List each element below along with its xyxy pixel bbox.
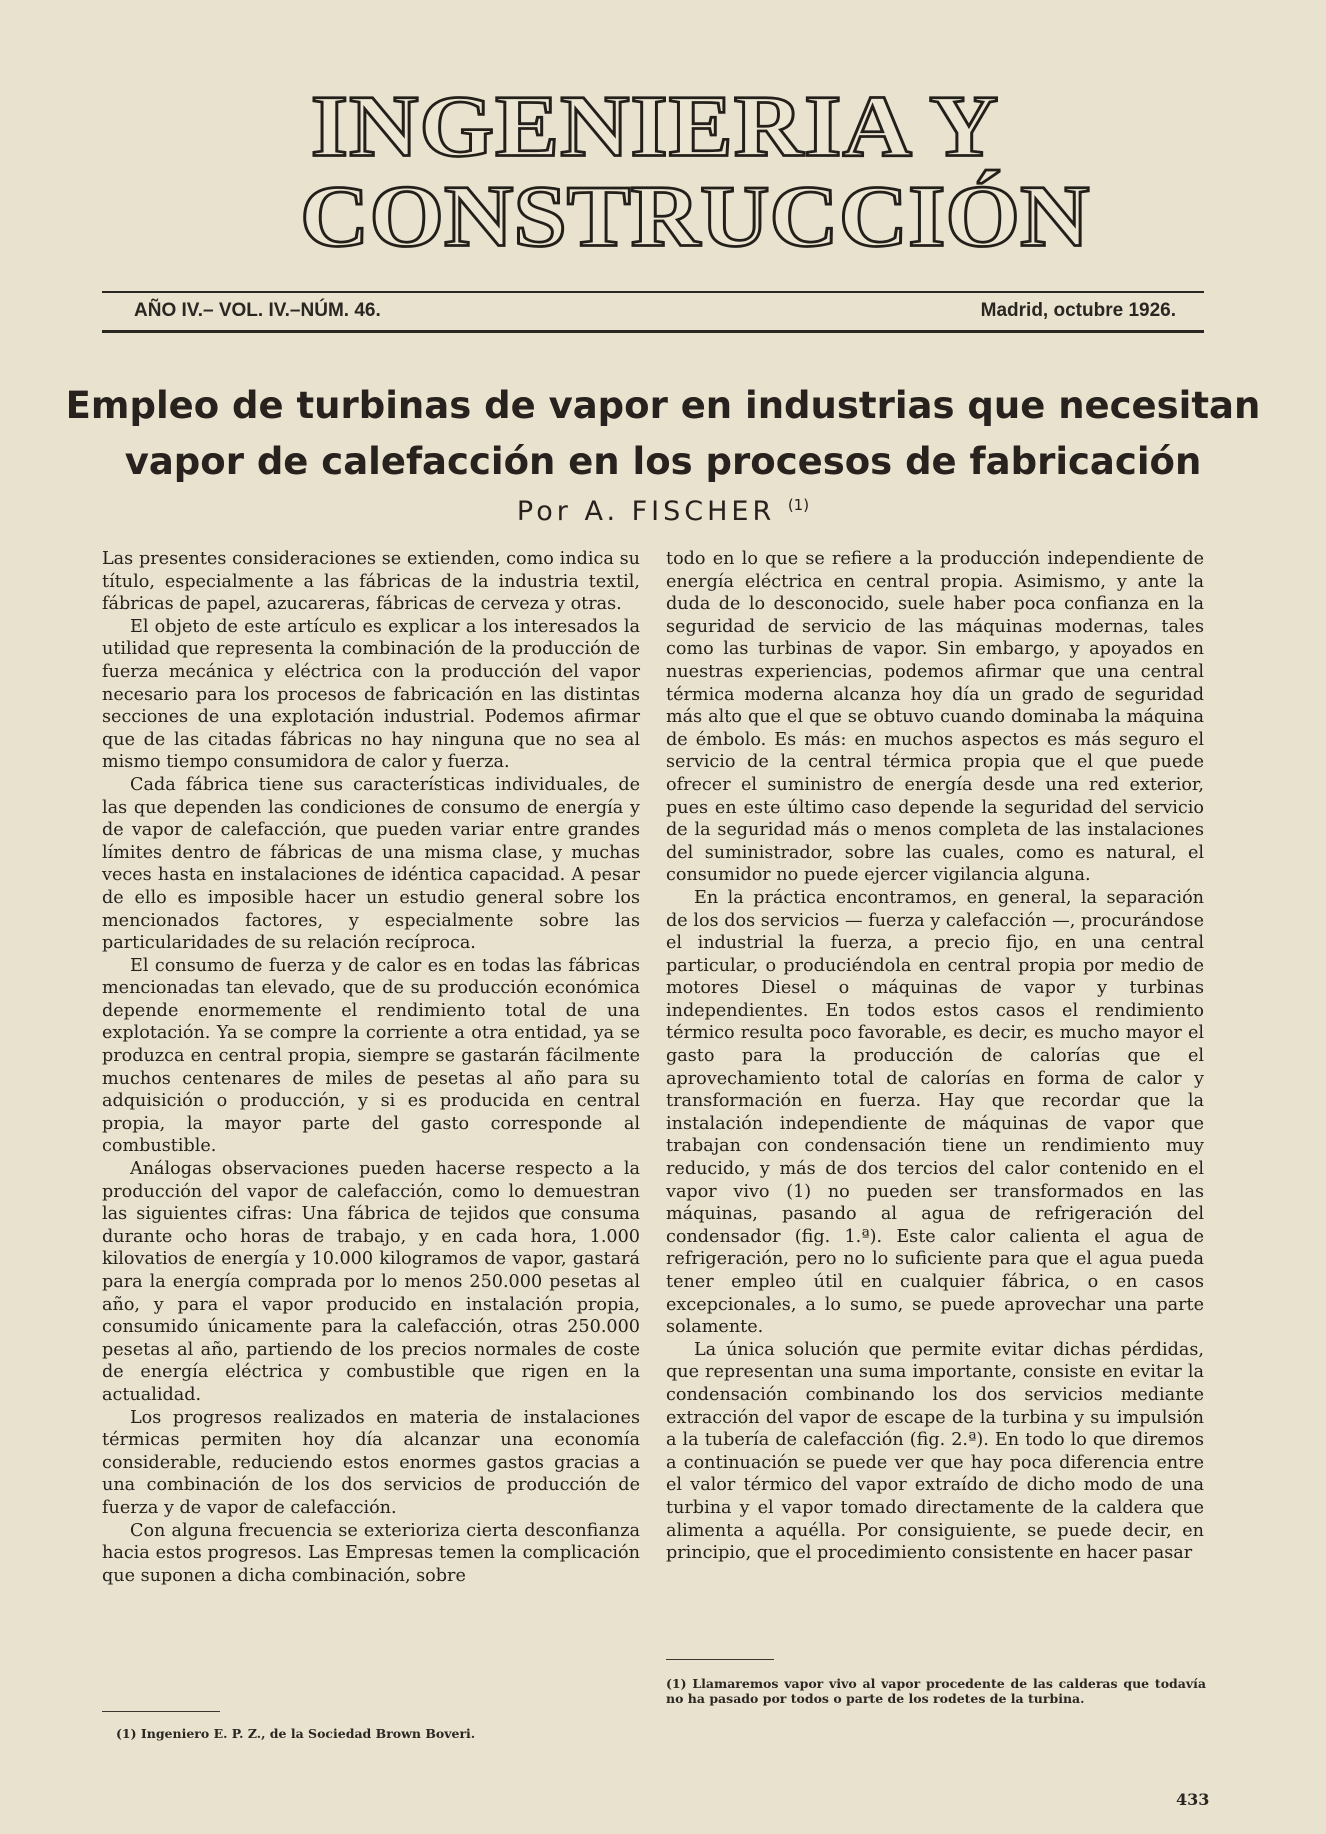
paragraph: Las presentes consideraciones se extienden, como indica su título, especialmente a las fábricas de la industria textil, fábricas de papel, azucareras, fábricas de cerveza y otras.	[102, 549, 640, 615]
issue-volume-info: AÑO IV.– VOL. IV.–NÚM. 46.	[134, 300, 381, 321]
article-byline	[0, 496, 1326, 527]
byline-footnote-mark: (1)	[787, 496, 810, 514]
masthead-logo	[300, 76, 1090, 265]
footnote-rule-left	[102, 1711, 220, 1712]
right-column	[666, 548, 1204, 1565]
footnote-vapor-vivo: (1) Llamaremos vapor vivo al vapor procedente de las calderas que todavía no ha pasado por todos o parte de los rodetes de la turbina.	[666, 1676, 1206, 1706]
paragraph: Los progresos realizados en materia de instalaciones térmicas permiten hoy día alcanzar una economía considerable, reduciendo estos enormes gastos gracias a una combinación de los dos servicios de producción de fuerza y de vapor de calefacción.	[102, 1407, 640, 1518]
header-rule-bottom	[102, 330, 1204, 333]
header-rule-top	[102, 291, 1204, 293]
paragraph: El consumo de fuerza y de calor es en todas las fábricas mencionadas tan elevado, que de su producción económica depende enormemente el rendimiento total de una explotación. Ya se compre la corriente a otra entidad, ya se produzca en central propia, siempre se gastarán fácilmente muchos centenares de miles de pesetas al año para su adquisición o producción, y si es producida en central propia, la mayor parte del gasto corresponde al combustible.	[102, 955, 640, 1157]
paragraph: En la práctica encontramos, en general, la separación de los dos servicios — fuerza y calefacción —, procurándose el industrial la fuerza, a precio fijo, en una central particular, o produciéndola en central propia por medio de motores Diesel o máquinas de vapor y turbinas independientes. En todos estos casos el rendimiento térmico resulta poco favorable, es decir, es mucho mayor el gasto para la producción de calorías que el aprovechamiento total de calorías en forma de calor y transformación en fuerza. Hay que recordar que la instalación independiente de máquinas de vapor que trabajan con condensación tiene un rendimiento muy reducido, y más de dos tercios del calor contenido en el vapor vivo (1) no pueden ser transformados en las máquinas, pasando al agua de refrigeración del condensador (fig. 1.ª). Este calor calienta el agua de refrigeración, pero no lo suficiente para que el agua pueda tener empleo útil en cualquier fábrica, o en casos excepcionales, a lo sumo, se puede aprovechar una parte solamente.	[666, 887, 1204, 1338]
footnote-author: (1) Ingeniero E. P. Z., de la Sociedad Brown Boveri.	[116, 1726, 476, 1741]
footnote-rule-right	[666, 1659, 774, 1660]
paragraph: Análogas observaciones pueden hacerse respecto a la producción del vapor de calefacción, como lo demuestran las siguientes cifras: Una fábrica de tejidos que consuma durante ocho horas de trabajo, y en cada hora, 1.000 kilovatios de energía y 10.000 kilogramos de vapor, gastará para la energía comprada por lo menos 250.000 pesetas al año, y para el vapor producido en instalación propia, consumido únicamente para la calefacción, otras 250.000 pesetas al año, partiendo de los precios normales de coste de energía eléctrica y combustible que rigen en la actualidad.	[102, 1159, 640, 1405]
paragraph: Con alguna frecuencia se exterioriza cierta desconfianza hacia estos progresos. Las Empresas temen la complicación que suponen a dicha combinación, sobre	[102, 1520, 640, 1586]
page-number: 433	[1176, 1790, 1210, 1809]
paragraph: todo en lo que se refiere a la producción independiente de energía eléctrica en central propia. Asimismo, y ante la duda de lo desconocido, suele haber poca confianza en la seguridad de servicio de las máquinas modernas, tales como las turbinas de vapor. Sin embargo, y apoyados en nuestras experiencias, podemos afirmar que una central térmica moderna alcanza hoy día un grado de seguridad más alto que el que se obtuvo cuando dominaba la máquina de émbolo. Es más: en muchos aspectos es más seguro el servicio de la central térmica propia que el que puede ofrecer el suministro de energía desde una red exterior, pues en este último caso depende la seguridad del servicio de la seguridad más o menos completa de las instalaciones del suministrador, sobre las cuales, como es natural, el consumidor no puede ejercer vigilancia alguna.	[666, 549, 1204, 886]
masthead-line-2: CONSTRUCCIÓN	[300, 166, 1090, 265]
byline-text: Por A. FISCHER	[516, 496, 776, 527]
masthead-line-1: INGENIERIA Y	[310, 76, 1000, 175]
left-column	[102, 548, 640, 1587]
paragraph: El objeto de este artículo es explicar a los interesados la utilidad que representa la combinación de la producción de fuerza mecánica y eléctrica con la producción del vapor necesario para los procesos de fabricación en las distintas secciones de una explotación industrial. Podemos afirmar que de las citadas fábricas no hay ninguna que no sea al mismo tiempo consumidora de calor y fuerza.	[102, 616, 640, 773]
issue-date: Madrid, octubre 1926.	[980, 300, 1176, 321]
paragraph: La única solución que permite evitar dichas pérdidas, que representan una suma importante, consiste en evitar la condensación combinando los dos servicios mediante extracción del vapor de escape de la turbina y su impulsión a la tubería de calefacción (fig. 2.ª). En todo lo que diremos a continuación se puede ver que hay poca diferencia entre el valor térmico del vapor extraído de dicho modo de una turbina y el vapor tomado directamente de la caldera que alimenta a aquélla. Por consiguiente, se puede decir, en principio, que el procedimiento consistente en hacer pasar	[666, 1339, 1204, 1564]
article-title: Empleo de turbinas de vapor en industrias que necesitan vapor de calefacción en los procesos de fabricación	[65, 384, 1261, 483]
paragraph: Cada fábrica tiene sus características individuales, de las que dependen las condiciones de consumo de energía y de vapor de calefacción, que pueden variar entre grandes límites dentro de fábricas de una misma clase, y muchas veces hasta en instalaciones de idéntica capacidad. A pesar de ello es imposible hacer un estudio general sobre los mencionados factores, y especialmente sobre las particularidades de su relación recíproca.	[102, 774, 640, 954]
